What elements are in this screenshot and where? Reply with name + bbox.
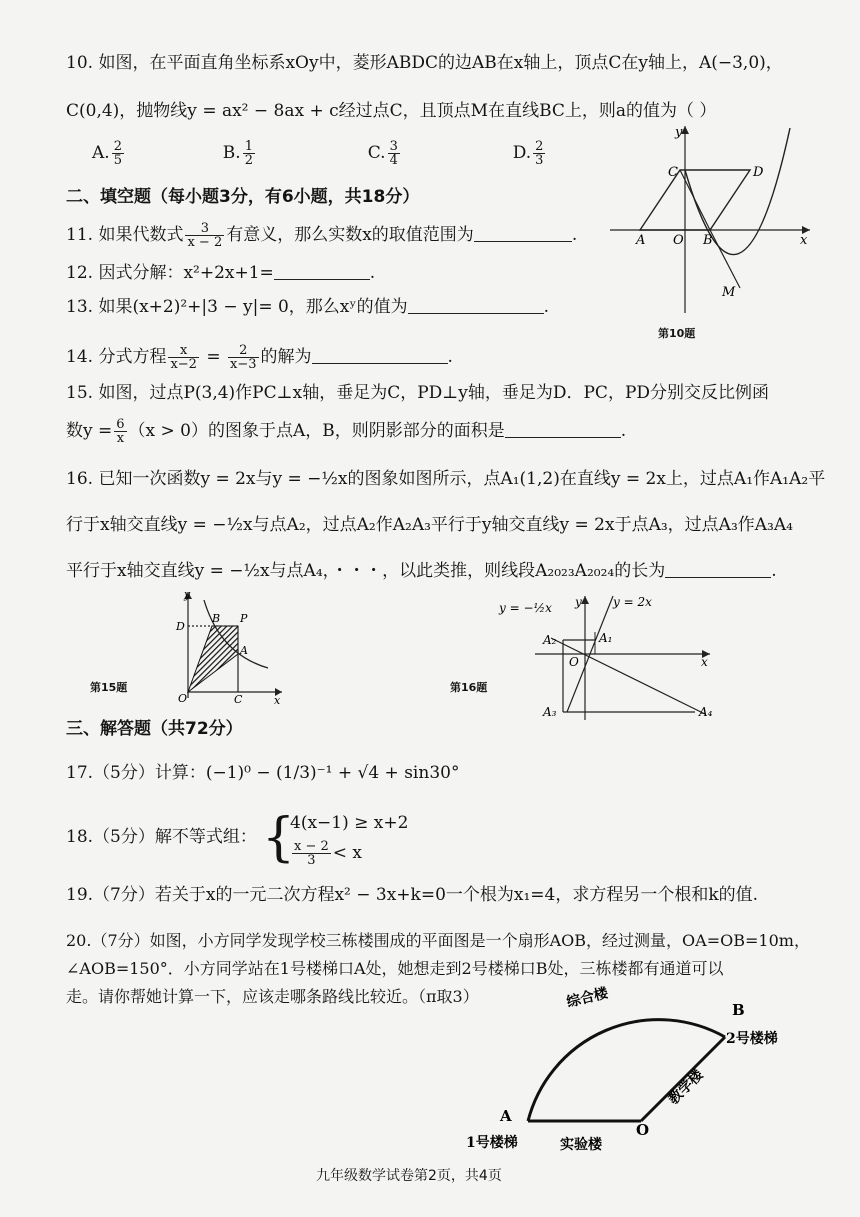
q16-blank[interactable] — [665, 561, 771, 578]
fig15-label-y: y — [184, 588, 191, 601]
q17: 17.（5分）计算：(−1)⁰ − (1/3)⁻¹ + √4 + sin30° — [66, 763, 460, 783]
fig10-label-b: B — [703, 233, 713, 248]
fig10-label-m: M — [722, 285, 736, 300]
label-o: O — [636, 1121, 650, 1139]
q14: 14. 分式方程 $\frac{x}{x-2}$ = $\frac{2}{x-3}$ 的解为 . — [66, 343, 453, 372]
fig16-label-a1: A₁ — [599, 631, 613, 645]
q10-options — [92, 140, 547, 167]
label-shiyan: 实验楼 — [560, 1137, 602, 1153]
q10-line2: C(0,4)，抛物线y = ax² − 8ax + c经过点C，且顶点M在直线BC上，则a的值为（ ） — [66, 101, 717, 121]
fig16-label-y: y — [575, 595, 582, 609]
fig16-label-a4: A₄ — [699, 705, 713, 719]
q20-line3: 走。请你帮她计算一下，应该走哪条路线比较近。（π取3） — [66, 987, 479, 1006]
figure-15 — [170, 586, 290, 704]
fig10-label-x: x — [800, 233, 808, 248]
fig16-label-a2: A₂ — [543, 633, 557, 647]
q16-line3: 平行于x轴交直线y = −½x与点A₄，・・・，以此类推，则线段A₂₀₂₃A₂₀₂₄的长为 . — [66, 561, 777, 581]
q18-ineq1: 4(x−1) ≥ x+2 — [290, 813, 409, 833]
q15-line1: 15. 如图，过点P(3,4)作PC⊥x轴，垂足为C，PD⊥y轴，垂足为D．PC，PD分别交反比例函 — [66, 383, 770, 403]
q19: 19.（7分）若关于x的一元二次方程x² − 3x+k=0一个根为x₁=4，求方程另一个根和k的值. — [66, 885, 759, 905]
fig16-label-x: x — [701, 655, 708, 669]
q13-blank[interactable] — [408, 297, 544, 314]
q18-ineq2: $\frac{x - 2}{3}$ < x — [294, 839, 363, 868]
figure-10 — [600, 118, 820, 318]
q12-blank[interactable] — [274, 263, 370, 280]
q18-brace: { — [262, 808, 296, 868]
option-c: C. $\frac{3}{4}$ — [367, 139, 398, 168]
q18: 18.（5分）解不等式组： — [66, 827, 257, 847]
fig15-label-o: O — [178, 692, 188, 704]
q15-line2: 数y = $\frac{6}{x}$ （x > 0）的图象于点A，B，则阴影部分的面积是 . — [66, 417, 627, 446]
option-b: B. $\frac{1}{2}$ — [222, 139, 253, 168]
figure-20 — [460, 985, 800, 1160]
fig15-label-c: C — [234, 693, 243, 704]
fig10-label-d: D — [753, 165, 764, 180]
fig16-label-o: O — [569, 655, 579, 669]
fig10-caption-text: 第10题 — [658, 327, 696, 340]
fig15-label-a: A — [240, 644, 248, 657]
fig15-label-x: x — [274, 694, 281, 704]
q16-line1: 16. 已知一次函数y = 2x与y = −½x的图象如图所示，点A₁(1,2)在直线y = 2x上，过点A₁作A₁A₂平 — [66, 469, 826, 489]
q13: 13. 如果(x+2)²+|3 − y|= 0，那么xʸ的值为 . — [66, 297, 549, 317]
section-3-title: 三、解答题（共72分） — [66, 719, 243, 739]
fig15-label-d: D — [176, 620, 185, 633]
fig15-label-b: B — [212, 612, 221, 625]
q12: 12. 因式分解：x²+2x+1= . — [66, 263, 376, 283]
fig10-label-o: O — [673, 233, 684, 248]
label-jiaoxue: 教学楼 — [665, 1066, 707, 1108]
fig10-label-a: A — [636, 233, 646, 248]
option-a: A. $\frac{2}{5}$ — [92, 139, 122, 168]
q11-blank[interactable] — [474, 225, 572, 242]
q16-line2: 行于x轴交直线y = −½x与点A₂，过点A₂作A₂A₃平行于y轴交直线y = 2x于点A₃，过点A₃作A₃A₄ — [66, 515, 793, 535]
option-d: D. $\frac{2}{3}$ — [512, 139, 544, 168]
fig15-label-p: P — [240, 612, 248, 625]
fig16-label-line2: y = 2x — [613, 595, 652, 609]
fig16-label-line1: y = −½x — [499, 601, 552, 615]
fig10-label-c: C — [668, 165, 678, 180]
label-a: A — [500, 1107, 512, 1125]
fig16-caption: 第16题 — [450, 681, 488, 694]
section-2-title: 二、填空题（每小题3分，有6小题，共18分） — [66, 187, 420, 207]
q11: 11. 如果代数式 $\frac{3}{x - 2}$ 有意义，那么实数x的取值范围为 . — [66, 221, 578, 250]
q20-line1: 20.（7分）如图，小方同学发现学校三栋楼围成的平面图是一个扇形AOB，经过测量，OA=OB=10m， — [66, 931, 810, 950]
page-footer: 九年级数学试卷第2页，共4页 — [316, 1168, 502, 1184]
q14-blank[interactable] — [312, 347, 448, 364]
label-b: B — [732, 1001, 745, 1019]
label-stair2: 2号楼梯 — [726, 1031, 778, 1047]
fig15-caption: 第15题 — [90, 681, 128, 694]
q10-line1: 10. 如图，在平面直角坐标系xOy中，菱形ABDC的边AB在x轴上，顶点C在y轴上，A(−3,0)， — [66, 53, 783, 73]
label-stair1: 1号楼梯 — [466, 1135, 518, 1151]
label-zonghe: 综合楼 — [565, 985, 610, 1011]
fig10-label-y: y — [675, 125, 683, 140]
q20-line2: ∠AOB=150°．小方同学站在1号楼梯口A处，她想走到2号楼梯口B处，三栋楼都有通道可以 — [66, 959, 724, 978]
figure-16 — [495, 592, 725, 722]
q15-blank[interactable] — [505, 421, 621, 438]
fig16-label-a3: A₃ — [543, 705, 557, 719]
